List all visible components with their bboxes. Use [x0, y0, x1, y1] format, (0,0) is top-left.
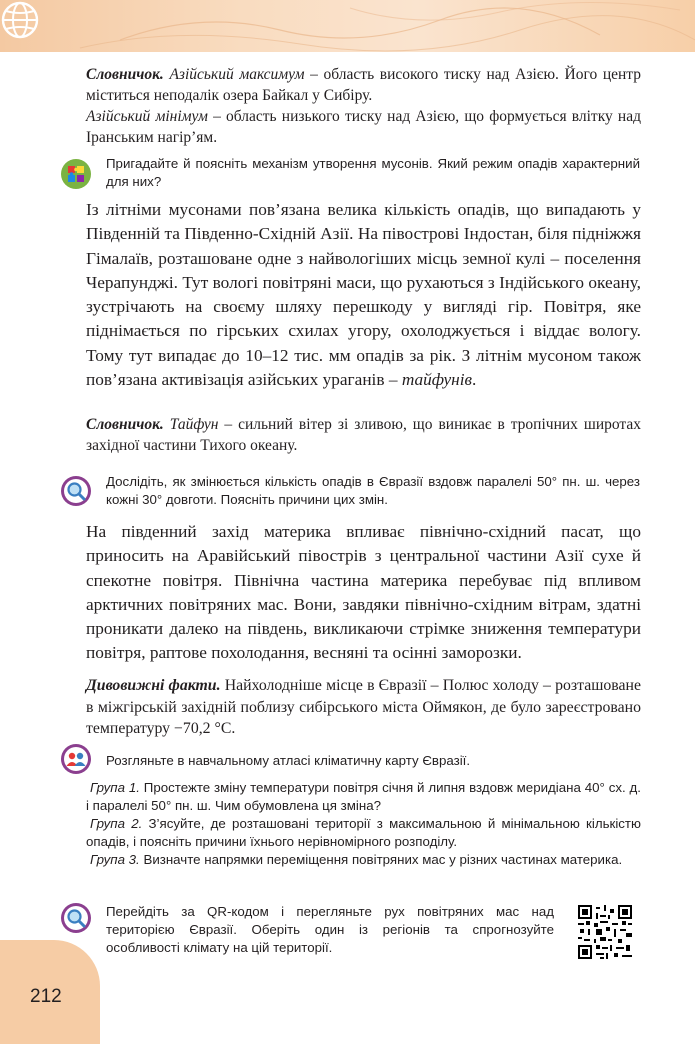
task-recall-monsoons: Пригадайте й поясніть механізм утворення мусонів. Який режим опадів характерний для них? [106, 156, 640, 189]
header-decoration [0, 0, 695, 52]
task-atlas-intro: Розгляньте в навчальному атласі кліматичну карту Євразії. [106, 753, 471, 768]
header-band [0, 0, 695, 52]
dictionary-definition: – сильний вітер зі зливою, що виникає в тропічних широтах західної частини Тихого океану. [86, 416, 642, 454]
amazing-facts-text: Найхолодніше місце в Євразії – Полюс холоду – розташоване в міжгірській західній поблизу сибірського міста Оймякон, де було зареєстровано температуру −70,2 °С. [86, 677, 641, 737]
task-group-1 [86, 779, 641, 815]
dictionary-definition: – область високого тиску над Азією. Його центр міститься неподалік озера Байкал у Сибіру. [86, 66, 642, 104]
paragraph-trade-winds: На південний захід материка впливає північно-східний пасат, що приносить на Аравійський півострів з центральної частини Азії сухе й спекотне повітря. Північна частина материка перебуває під впливом арктичних повітряних мас. Вони, завдяки північно-східним вітрам, здатні проникати далеко на південь, викликаючи стрімке зниження температури повітря, раптове похолодання, весняні та осінні заморозки. [86, 522, 641, 663]
dictionary-typhoon [86, 414, 641, 456]
globe-icon [0, 0, 40, 40]
dictionary-term: Тайфун [169, 416, 219, 433]
magnifier-icon [60, 475, 92, 507]
paragraph-italic-term: тайфунів [401, 370, 473, 390]
dictionary-label: Словничок. [86, 66, 164, 83]
dictionary-term: Азійський максимум [169, 66, 305, 83]
puzzle-icon [60, 158, 92, 190]
group-text: Визначте напрямки переміщення повітряних мас у різних частинах материка. [139, 852, 623, 867]
page-number: 212 [30, 986, 62, 1007]
paragraph-monsoon-precipitation [86, 198, 641, 392]
group-text: Простежте зміну температури повітря січня й липня вздовж меридіана 40° сх. д. і паралелі 50° пн. ш. Чим обумовлена ця зміна? [86, 780, 641, 813]
group-label: Група 2. [90, 816, 143, 831]
task-group-3 [86, 851, 641, 869]
group-text: З’ясуйте, де розташовані території з максимальною й мінімальною кількістю опадів, і поясніть причини їхнього нерівномірного розподілу. [86, 816, 641, 849]
amazing-facts-label: Дивовижні факти. [86, 677, 221, 694]
group-label: Група 3. [90, 852, 140, 867]
task-explore-precipitation: Дослідіть, як змінюється кількість опадів в Євразії вздовж паралелі 50° пн. ш. через кожні 30° довготи. Поясніть причини цих змін. [106, 474, 640, 507]
amazing-facts [86, 675, 641, 740]
group-label: Група 1. [90, 780, 140, 795]
magnifier-icon [60, 902, 92, 934]
task-group-2 [86, 815, 641, 851]
qr-code[interactable] [578, 905, 632, 959]
paragraph-text: Із літніми мусонами пов’язана велика кількість опадів, що випадають у Південній та Південно-Східній Азії. На півострові Індостан, біля підніжжя Гімалаїв, розташоване одне з найвологіших місць земної кулі – поселення Черапунджі. Тут вологі повітряні маси, що рухаються з Індійського океану, зустрічають на своєму шляху перешкоду у вигляді гір. Повітря, яке піднімається по гірських схилах угору, охолоджується і віддає вологу. Тому тут випадає до 10–12 тис. мм опадів за рік. З літнім мусоном також пов’язана активізація азійських ураганів – [86, 200, 641, 390]
dictionary-asian-minimum [86, 106, 641, 148]
task-qr-code: Перейдіть за QR-кодом і перегляньте рух повітряних мас над територією Євразії. Оберіть один із регіонів та спрогнозуйте особливості клімату на цій території. [106, 904, 554, 955]
dictionary-label: Словничок. [86, 416, 164, 433]
dictionary-term: Азійський мінімум [86, 108, 208, 125]
dictionary-asian-pressure [86, 64, 641, 106]
group-work-icon [60, 743, 92, 775]
dictionary-definition: – область низького тиску над Азією, що формується влітку над Іранським нагір’ям. [86, 108, 641, 146]
paragraph-end: . [472, 370, 477, 390]
